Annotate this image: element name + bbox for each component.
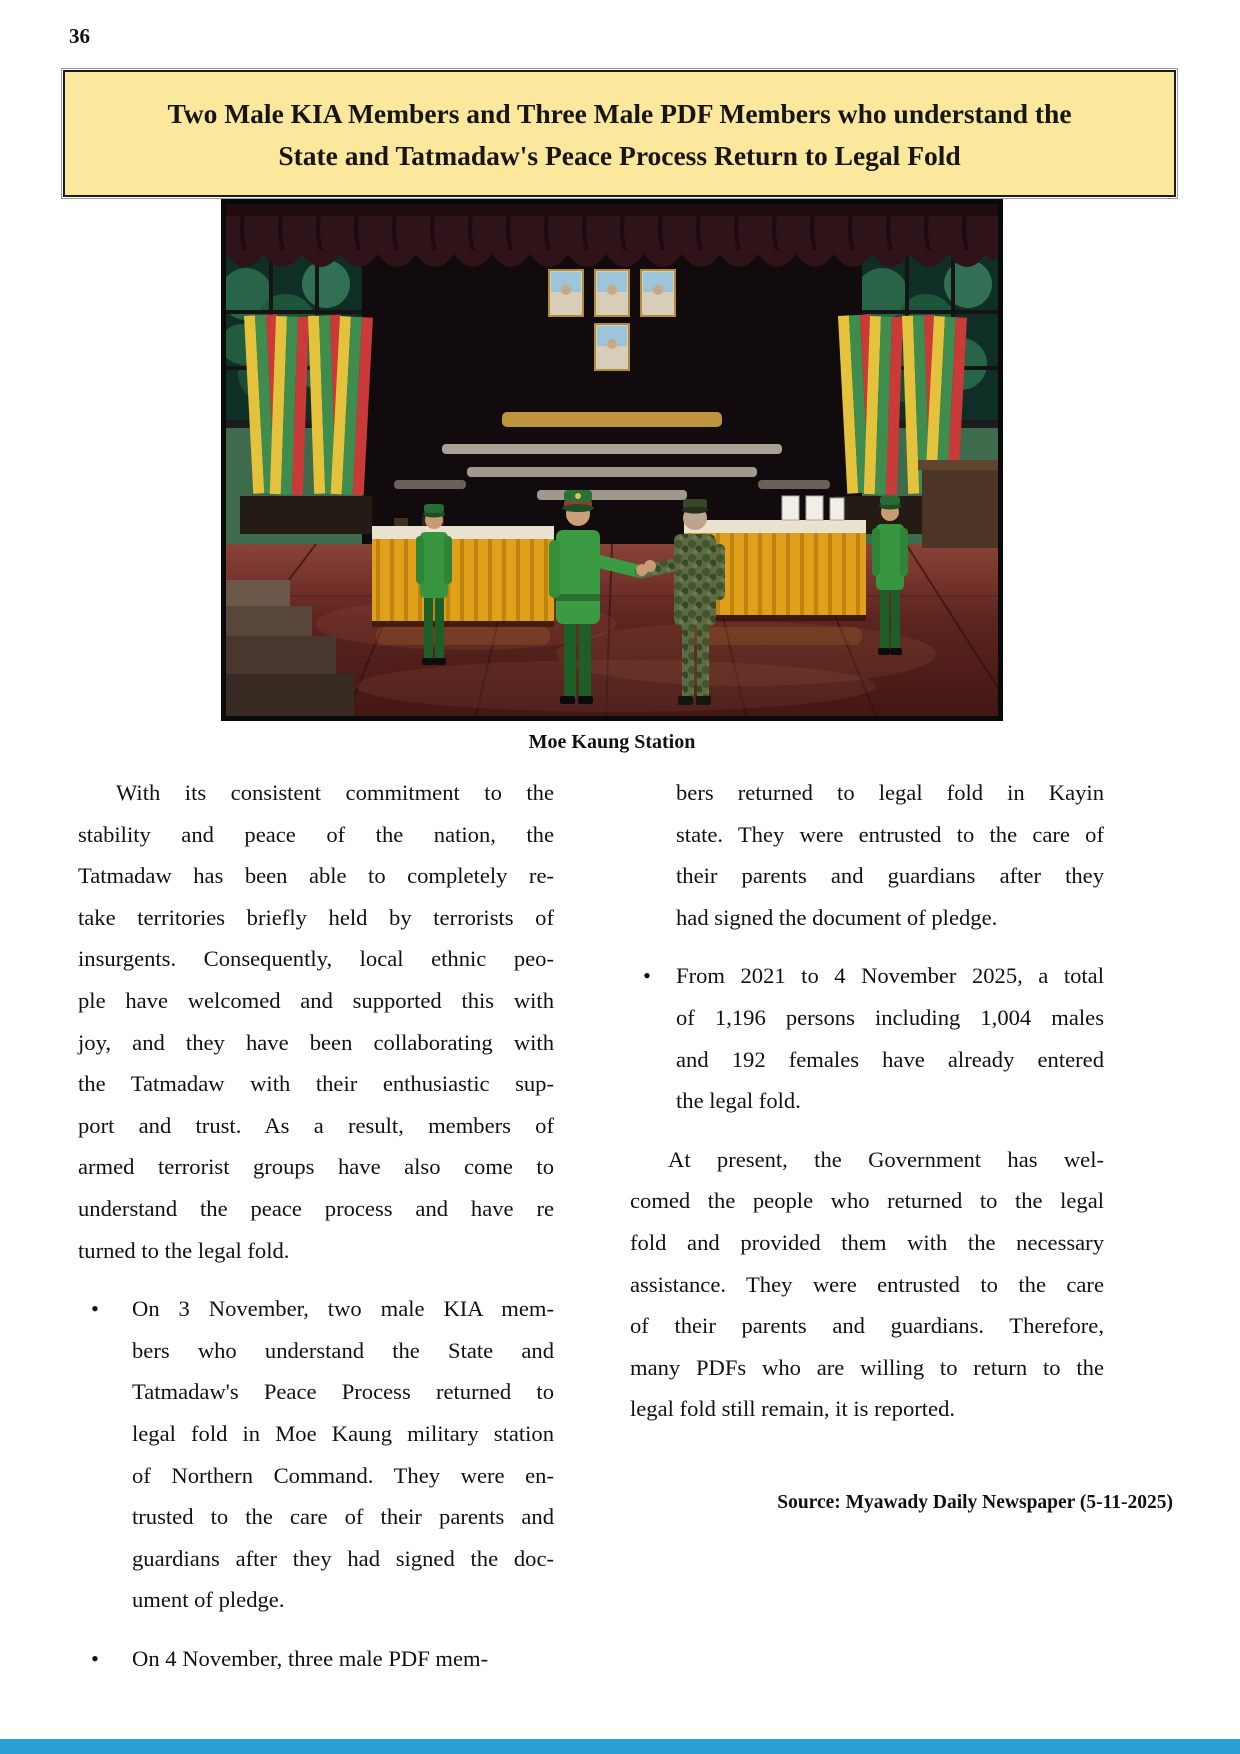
bullet-item-totals xyxy=(630,955,1104,1121)
paragraph-closing: At present, the Government has wel- comed the people who returned to the legal fold and provided them with the necessary assistance. They were entrusted to the care of their parents and guardians. Therefore, many PDFs who are willing to return to the legal fold still remain, it is reported. xyxy=(630,1146,1104,1422)
bullet-item-3-november xyxy=(78,1288,554,1621)
bullet-text: On 3 November, two male KIA mem- bers who understand the State and Tatmadaw's Peace Process returned to legal fold in Moe Kaung military station of Northern Command. They were en- trusted to the care of their parents and guardians after they had signed the doc- ument of pledge. xyxy=(132,1296,554,1613)
ceremony-photo xyxy=(221,199,1003,721)
source-attribution: Source: Myawady Daily Newspaper (5-11-2025) xyxy=(777,1492,1173,1513)
bullet-marker: • xyxy=(91,1645,99,1671)
article-left-column xyxy=(78,772,554,1696)
bullet-marker: • xyxy=(91,1296,99,1322)
bullet-marker: • xyxy=(643,963,651,989)
bullet-item-4-november xyxy=(78,1638,554,1680)
stage-banister xyxy=(918,460,998,548)
article-right-column xyxy=(630,772,1104,1447)
headline-line-2: State and Tatmadaw's Peace Process Return to Legal Fold xyxy=(278,140,961,171)
paragraph-continuation: bers returned to legal fold in Kayin state. They were entrusted to the care of their parents and guardians after they had signed the document of pledge. xyxy=(676,780,1104,930)
page-number: 36 xyxy=(69,24,90,48)
bottom-bar xyxy=(0,1739,1240,1754)
bullet-text: On 4 November, three male PDF mem- xyxy=(132,1645,489,1671)
photo-caption: Moe Kaung Station xyxy=(528,731,696,753)
bullet-text: From 2021 to 4 November 2025, a total of 1,196 persons including 1,004 males and 192 females have already entered the legal fold. xyxy=(676,963,1104,1114)
paragraph-intro: With its consistent commitment to the stability and peace of the nation, the Tatmadaw has been able to completely re- take territories briefly held by terrorists of insurgents. Consequently, local ethnic peo- ple have welcomed and supported this with joy, and they have been collaborating with the Tatmadaw with their enthusiastic sup- port and trust. As a result, members of armed terrorist groups have also come to understand the peace process and have re turned to the legal fold. xyxy=(78,780,554,1263)
headline-line-1: Two Male KIA Members and Three Male PDF Members who understand the xyxy=(167,98,1072,129)
ceremony-photo-illustration xyxy=(226,204,998,716)
headline-box xyxy=(63,70,1176,197)
